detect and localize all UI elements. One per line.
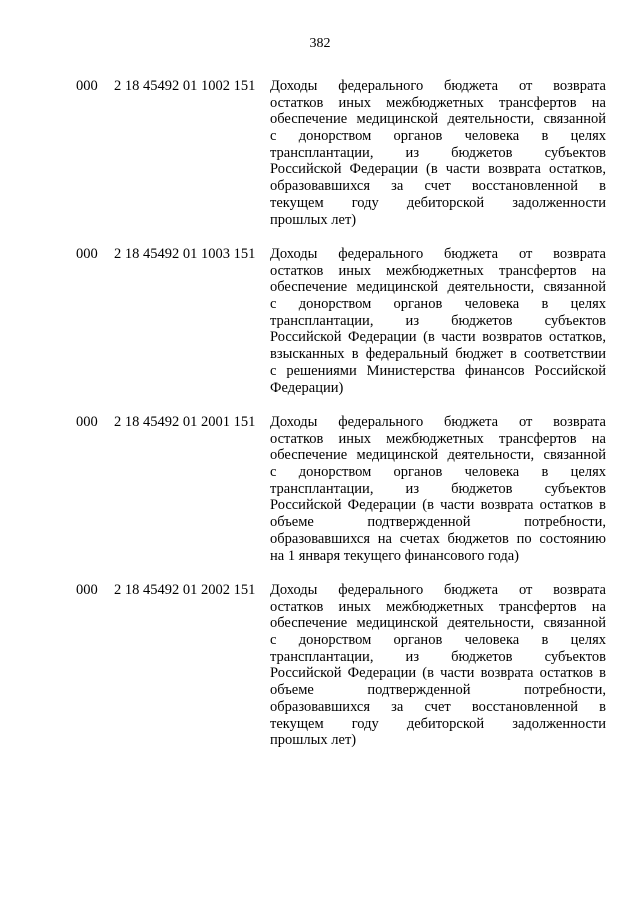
description-line: прошлых лет) (270, 211, 357, 228)
budget-classification-code: 2 18 45492 01 2002 151 (114, 582, 256, 598)
description-line: текущем году дебиторской задолженности (270, 194, 606, 211)
description-line: Доходы федерального бюджета от возврата (270, 246, 606, 262)
description-line: образовавшихся на счетах бюджетов по состоянию (270, 530, 606, 547)
budget-code-table (0, 78, 640, 750)
administrator-code: 000 (76, 582, 98, 598)
income-description (270, 582, 606, 749)
description-line: с решениями Министерства финансов Российской (270, 362, 606, 379)
table-row (0, 246, 640, 414)
description-line: Доходы федерального бюджета от возврата (270, 78, 606, 94)
administrator-code: 000 (76, 414, 98, 430)
table-row (0, 78, 640, 246)
table-row (0, 414, 640, 582)
description-line: остатков иных межбюджетных трансфертов на (270, 262, 606, 279)
description-line: объеме подтвержденной потребности, (270, 514, 606, 531)
description-line: объеме подтвержденной потребности, (270, 682, 606, 699)
description-line: трансплантации, из бюджетов субъектов (270, 648, 606, 665)
administrator-code: 000 (76, 246, 98, 262)
description-line: обеспечение медицинской деятельности, связанной (270, 447, 606, 464)
description-line: трансплантации, из бюджетов субъектов (270, 144, 606, 161)
description-line: взысканных в федеральный бюджет в соответствии (270, 346, 606, 363)
description-line: обеспечение медицинской деятельности, связанной (270, 615, 606, 632)
description-line: остатков иных межбюджетных трансфертов на (270, 94, 606, 111)
description-line: обеспечение медицинской деятельности, связанной (270, 279, 606, 296)
income-description (270, 414, 606, 564)
description-line: Федерации) (270, 379, 344, 396)
description-line: остатков иных межбюджетных трансфертов на (270, 598, 606, 615)
description-line: образовавшихся за счет восстановленной в (270, 178, 606, 195)
budget-classification-code: 2 18 45492 01 2001 151 (114, 414, 256, 430)
table-row (0, 582, 640, 750)
description-line: обеспечение медицинской деятельности, связанной (270, 111, 606, 128)
description-line: Российской Федерации (в части возврата остатков, (270, 161, 606, 178)
description-line: трансплантации, из бюджетов субъектов (270, 480, 606, 497)
description-line: образовавшихся за счет восстановленной в (270, 698, 606, 715)
description-line: с донорством органов человека в целях (270, 632, 606, 649)
budget-classification-code: 2 18 45492 01 1002 151 (114, 78, 256, 94)
description-line: на 1 января текущего финансового года) (270, 547, 519, 564)
description-line: Российской Федерации (в части возврата остатков в (270, 497, 606, 514)
income-description (270, 246, 606, 396)
description-line: остатков иных межбюджетных трансфертов на (270, 430, 606, 447)
description-line: с донорством органов человека в целях (270, 296, 606, 313)
description-line: текущем году дебиторской задолженности (270, 715, 606, 732)
page-number: 382 (309, 36, 331, 51)
description-line: с донорством органов человека в целях (270, 128, 606, 145)
description-line: Российской Федерации (в части возврата остатков в (270, 665, 606, 682)
description-line: прошлых лет) (270, 732, 357, 749)
description-line: трансплантации, из бюджетов субъектов (270, 312, 606, 329)
description-line: Доходы федерального бюджета от возврата (270, 582, 606, 598)
description-line: Российской Федерации (в части возвратов остатков, (270, 329, 606, 346)
budget-classification-code: 2 18 45492 01 1003 151 (114, 246, 256, 262)
description-line: с донорством органов человека в целях (270, 464, 606, 481)
description-line: Доходы федерального бюджета от возврата (270, 414, 606, 430)
income-description (270, 78, 606, 228)
administrator-code: 000 (76, 78, 98, 94)
